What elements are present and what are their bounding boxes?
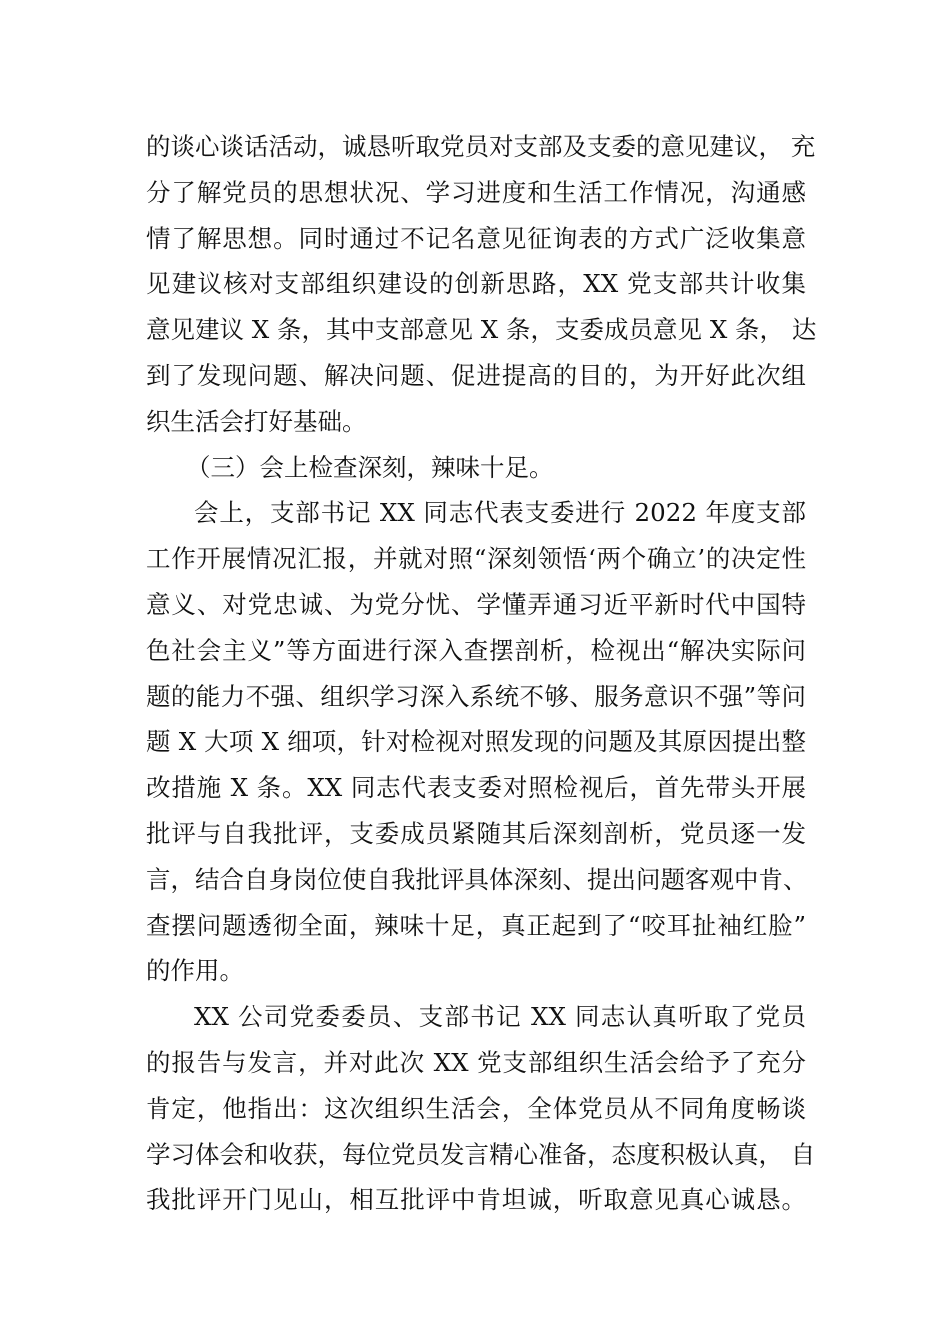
text-line: 言，结合自身岗位使自我批评具体深刻、提出问题客观中肯、	[146, 864, 808, 894]
text-line: 题 X 大项 X 细项，针对检视对照发现的问题及其原因提出整	[146, 727, 806, 757]
text-line: 的谈心谈话活动，诚恳听取党员对支部及支委的意见建议， 充	[146, 132, 816, 161]
text-line: 肯定，他指出：这次组织生活会，全体党员从不同角度畅谈	[146, 1093, 806, 1123]
text-line: 见建议核对支部组织建设的创新思路，XX 党支部共计收集	[146, 269, 806, 299]
text-line: 会上，支部书记 XX 同志代表支委进行 2022 年度支部	[194, 498, 806, 528]
text-line: 查摆问题透彻全面，辣味十足，真正起到了“咬耳扯袖红脸”	[146, 910, 806, 940]
text-line: 情了解思想。同时通过不记名意见征询表的方式广泛收集意	[146, 223, 806, 253]
text-line: 的作用。	[146, 956, 244, 986]
text-line: 题的能力不强、组织学习深入系统不够、服务意识不强”等问	[146, 681, 806, 711]
text-line: 学习体会和收获，每位党员发言精心准备，态度积极认真， 自	[146, 1139, 816, 1169]
text-line: 工作开展情况汇报，并就对照“深刻领悟‘两个确立’的决定性	[146, 544, 806, 574]
text-line: 分了解党员的思想状况、学习进度和生活工作情况，沟通感	[146, 177, 806, 207]
text-line: XX 公司党委委员、支部书记 XX 同志认真听取了党员	[194, 1002, 806, 1032]
section-heading: （三）会上检查深刻，辣味十足。	[186, 452, 554, 482]
text-line: 意见建议 X 条，其中支部意见 X 条，支委成员意见 X 条， 达	[146, 315, 817, 345]
text-line: 改措施 X 条。XX 同志代表支委对照检视后，首先带头开展	[146, 773, 806, 803]
text-line: 色社会主义”等方面进行深入查摆剖析，检视出“解决实际问	[146, 635, 806, 665]
text-line: 意义、对党忠诚、为党分忧、学懂弄通习近平新时代中国特	[146, 589, 806, 619]
text-line: 的报告与发言，并对此次 XX 党支部组织生活会给予了充分	[146, 1047, 806, 1077]
text-line: 我批评开门见山，相互批评中肯坦诚，听取意见真心诚恳。	[146, 1185, 806, 1215]
text-line: 织生活会打好基础。	[146, 406, 367, 436]
text-line: 批评与自我批评，支委成员紧随其后深刻剖析，党员逐一发	[146, 818, 806, 848]
text-line: 到了发现问题、解决问题、促进提高的目的，为开好此次组	[146, 360, 806, 390]
body-text	[146, 124, 826, 1223]
